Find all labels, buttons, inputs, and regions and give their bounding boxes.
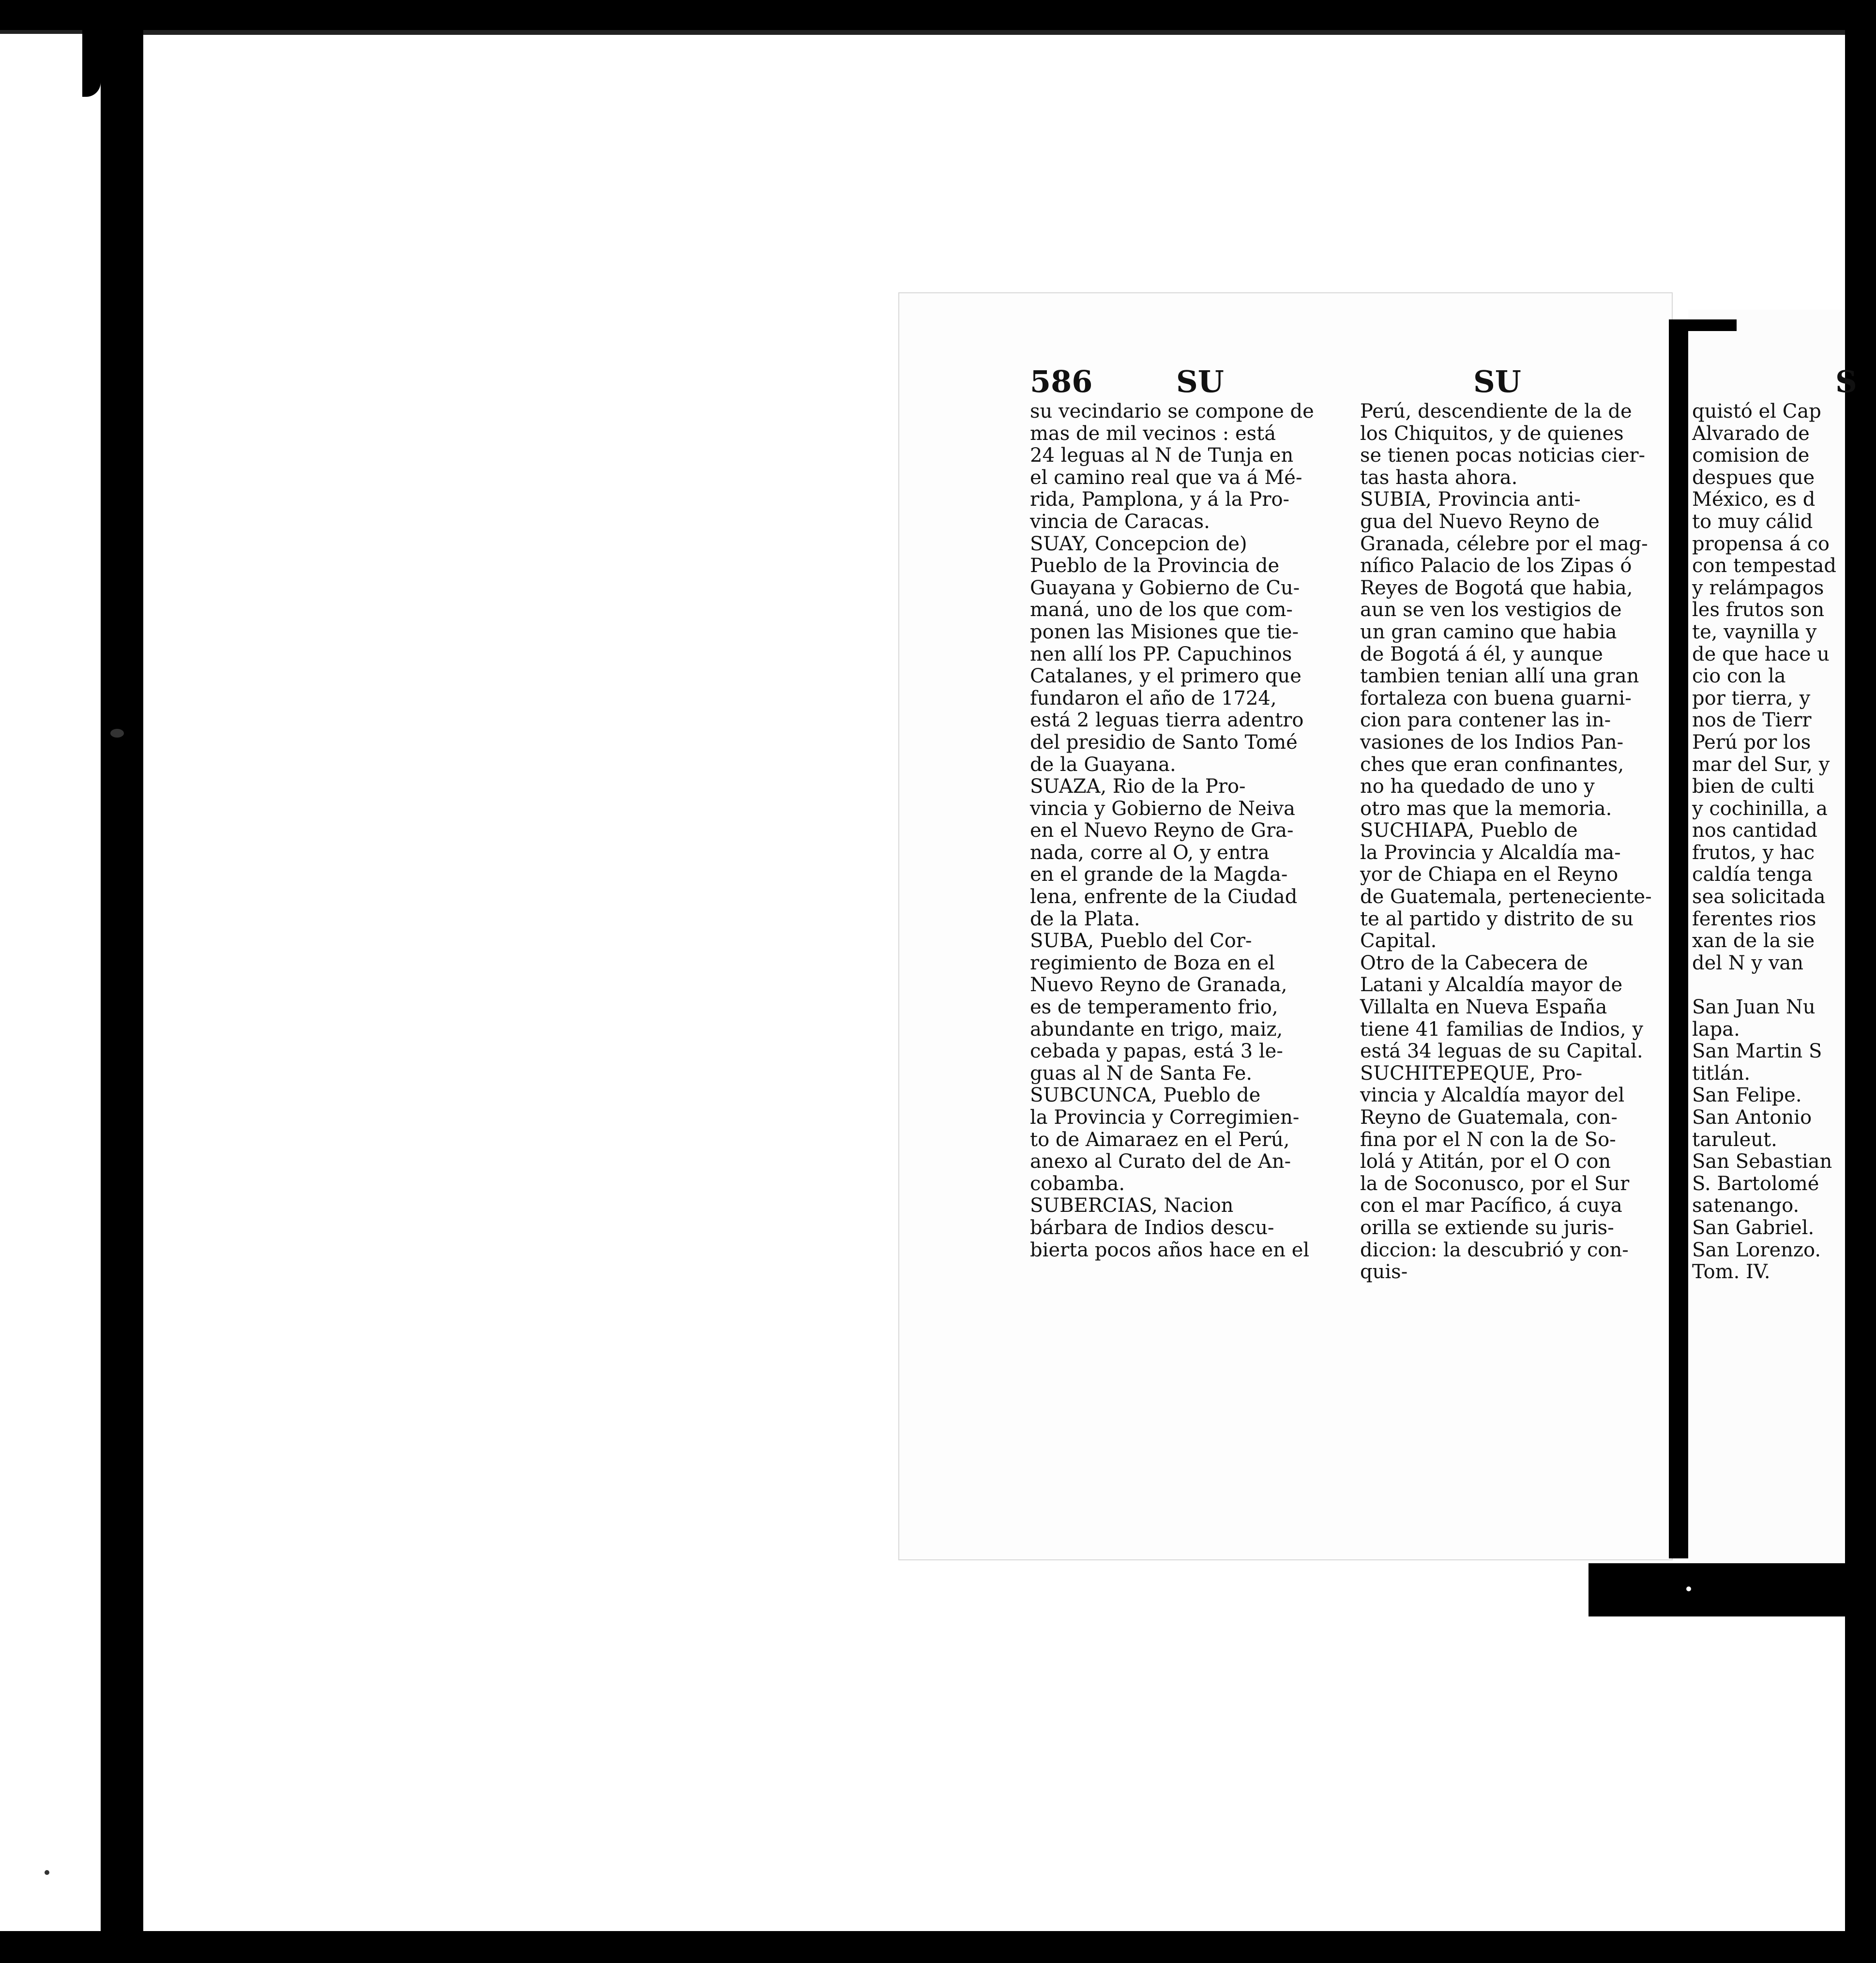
text-line: nen allí los PP. Capuchinos <box>1030 643 1292 665</box>
text-line: Alvarado de <box>1692 422 1810 445</box>
text-line: nos cantidad <box>1692 819 1818 842</box>
text-line: lapa. <box>1692 1018 1740 1041</box>
text-line: vincia y Gobierno de Neiva <box>1030 797 1295 820</box>
text-line: ponen las Misiones que tie- <box>1030 620 1299 643</box>
text-line: te, vaynilla y <box>1692 620 1817 643</box>
text-line: está 2 leguas tierra adentro <box>1030 709 1304 732</box>
text-line: guas al N de Santa Fe. <box>1030 1062 1253 1085</box>
text-line: bierta pocos años hace en el <box>1030 1238 1310 1261</box>
text-line: to de Aimaraez en el Perú, <box>1030 1128 1290 1151</box>
text-line: de la Guayana. <box>1030 753 1176 776</box>
text-line: en el grande de la Magda- <box>1030 863 1288 886</box>
text-line: Catalanes, y el primero que <box>1030 665 1301 688</box>
text-line: rida, Pamplona, y á la Pro- <box>1030 488 1290 511</box>
text-line: SUBA, Pueblo del Cor- <box>1030 930 1252 952</box>
text-line: San Lorenzo. <box>1692 1238 1821 1261</box>
text-line: la Provincia y Corregimien- <box>1030 1106 1300 1129</box>
text-line: del presidio de Santo Tomé <box>1030 731 1298 754</box>
text-line: Tom. IV. <box>1692 1261 1770 1284</box>
page-number: 586 <box>1030 364 1093 399</box>
text-line: la de Soconusco, por el Sur <box>1360 1172 1630 1195</box>
text-line: orilla se extiende su juris- <box>1360 1216 1614 1239</box>
text-line: cobamba. <box>1030 1172 1125 1195</box>
text-line: quistó el Cap <box>1692 400 1821 423</box>
text-line: aun se ven los vestigios de <box>1360 599 1622 621</box>
text-line: abundante en trigo, maiz, <box>1030 1018 1283 1041</box>
text-line: SUBERCIAS, Nacion <box>1030 1194 1234 1217</box>
text-line: un gran camino que habia <box>1360 620 1617 643</box>
text-line: mar del Sur, y <box>1692 753 1830 776</box>
text-line: vasiones de los Indios Pan- <box>1360 731 1624 754</box>
text-line: su vecindario se compone de <box>1030 400 1314 423</box>
text-line: de la Plata. <box>1030 907 1140 930</box>
text-line: los Chiquitos, y de quienes <box>1360 422 1624 445</box>
text-line: Capital. <box>1360 930 1437 952</box>
text-column-1 <box>1030 401 1354 1261</box>
text-line: de que hace u <box>1692 643 1830 665</box>
text-line: San Gabriel. <box>1692 1216 1815 1239</box>
text-line: Reyno de Guatemala, con- <box>1360 1106 1618 1129</box>
text-line: sea solicitada <box>1692 886 1826 908</box>
text-line: en el Nuevo Reyno de Gra- <box>1030 819 1294 842</box>
text-line: bien de culti <box>1692 775 1815 798</box>
text-line: el camino real que va á Mé- <box>1030 466 1302 489</box>
text-line: Perú por los <box>1692 731 1811 754</box>
text-line: tambien tenian allí una gran <box>1360 665 1639 688</box>
text-line: despues que <box>1692 466 1815 489</box>
text-line: Pueblo de la Provincia de <box>1030 555 1280 577</box>
text-line: quis- <box>1360 1261 1408 1284</box>
text-line: tiene 41 familias de Indios, y <box>1360 1018 1643 1041</box>
text-line: es de temperamento frio, <box>1030 996 1278 1019</box>
top-scan-border <box>0 0 1845 34</box>
text-line: con tempestad <box>1692 555 1836 577</box>
text-line: yor de Chiapa en el Reyno <box>1360 863 1619 886</box>
text-line: ches que eran confinantes, <box>1360 753 1624 776</box>
text-line <box>1692 974 1876 997</box>
binding-notch <box>82 29 101 97</box>
left-page-fold <box>0 34 92 1931</box>
text-line: San Juan Nu <box>1692 996 1815 1019</box>
text-line: S. Bartolomé <box>1692 1172 1819 1195</box>
text-line: satenango. <box>1692 1194 1800 1217</box>
text-line: gua del Nuevo Reyno de <box>1360 510 1600 533</box>
text-line: está 34 leguas de su Capital. <box>1360 1040 1643 1063</box>
text-line: SUCHIAPA, Pueblo de <box>1360 819 1578 842</box>
text-line: regimiento de Boza en el <box>1030 951 1275 974</box>
text-line: xan de la sie <box>1692 930 1815 952</box>
gutter-shadow <box>1589 1563 1845 1616</box>
text-line: nada, corre al O, y entra <box>1030 841 1270 864</box>
text-line: de Bogotá á él, y aunque <box>1360 643 1603 665</box>
scan-speck <box>45 1870 49 1875</box>
text-line: de Guatemala, perteneciente- <box>1360 886 1652 908</box>
text-line: Nuevo Reyno de Granada, <box>1030 974 1287 997</box>
text-line: Granada, célebre por el mag- <box>1360 532 1648 555</box>
text-line: y relámpagos <box>1692 576 1824 599</box>
text-line: maná, uno de los que com- <box>1030 599 1293 621</box>
text-line: SUAY, Concepcion de) <box>1030 532 1247 555</box>
text-line: San Antonio <box>1692 1106 1812 1129</box>
text-line: San Martin S <box>1692 1040 1822 1063</box>
text-line: la Provincia y Alcaldía ma- <box>1360 841 1621 864</box>
text-line: bárbara de Indios descu- <box>1030 1216 1274 1239</box>
text-line: nífico Palacio de los Zipas ó <box>1360 555 1632 577</box>
page-gutter-top <box>1669 319 1737 331</box>
text-line: 24 leguas al N de Tunja en <box>1030 444 1294 467</box>
text-line: propensa á co <box>1692 532 1830 555</box>
text-line: con el mar Pacífico, á cuya <box>1360 1194 1622 1217</box>
text-line: Latani y Alcaldía mayor de <box>1360 974 1623 997</box>
text-line: SUAZA, Rio de la Pro- <box>1030 775 1246 798</box>
text-line: cio con la <box>1692 665 1786 688</box>
text-line: lolá y Atitán, por el O con <box>1360 1150 1611 1173</box>
text-line: y cochinilla, a <box>1692 797 1828 820</box>
text-line: SUBIA, Provincia anti- <box>1360 488 1581 511</box>
text-line: del N y van <box>1692 951 1804 974</box>
text-line: fortaleza con buena guarni- <box>1360 687 1632 710</box>
running-head-next: S <box>1835 364 1857 399</box>
text-line: San Sebastian <box>1692 1150 1832 1173</box>
text-line: nos de Tierr <box>1692 709 1812 732</box>
text-line: comision de <box>1692 444 1810 467</box>
text-line: cion para contener las in- <box>1360 709 1611 732</box>
scan-speck <box>1686 1586 1691 1591</box>
text-line: Villalta en Nueva España <box>1360 996 1607 1019</box>
text-line: taruleut. <box>1692 1128 1777 1151</box>
text-line: frutos, y hac <box>1692 841 1815 864</box>
text-column-3 <box>1692 401 1876 1284</box>
text-line: SUCHITEPEQUE, Pro- <box>1360 1062 1583 1085</box>
text-line: por tierra, y <box>1692 687 1811 710</box>
text-line: anexo al Curato del de An- <box>1030 1150 1291 1173</box>
text-line: cebada y papas, está 3 le- <box>1030 1040 1283 1063</box>
text-line: Guayana y Gobierno de Cu- <box>1030 576 1300 599</box>
text-line: Otro de la Cabecera de <box>1360 951 1588 974</box>
text-line: titlán. <box>1692 1062 1751 1085</box>
text-line: San Felipe. <box>1692 1084 1802 1107</box>
text-line: te al partido y distrito de su <box>1360 907 1634 930</box>
running-head-right: SU <box>1473 364 1521 399</box>
text-line: to muy cálid <box>1692 510 1813 533</box>
text-line: lena, enfrente de la Ciudad <box>1030 886 1298 908</box>
page-gutter <box>1669 319 1688 1558</box>
text-line: fina por el N con la de So- <box>1360 1128 1616 1151</box>
text-line: vincia de Caracas. <box>1030 510 1210 533</box>
text-line: Reyes de Bogotá que habia, <box>1360 576 1633 599</box>
text-line: ferentes rios <box>1692 907 1816 930</box>
text-line: fundaron el año de 1724, <box>1030 687 1277 710</box>
text-line: vincia y Alcaldía mayor del <box>1360 1084 1625 1107</box>
text-line: tas hasta ahora. <box>1360 466 1518 489</box>
text-line: caldía tenga <box>1692 863 1813 886</box>
text-column-2 <box>1360 400 1652 1284</box>
text-line: México, es d <box>1692 488 1815 511</box>
text-line: mas de mil vecinos : está <box>1030 422 1276 445</box>
text-line: no ha quedado de uno y <box>1360 775 1595 798</box>
text-line: otro mas que la memoria. <box>1360 797 1612 820</box>
text-line: diccion: la descubrió y con- <box>1360 1238 1629 1261</box>
scan-speck <box>110 729 124 738</box>
running-head-left: SU <box>1176 364 1224 399</box>
text-line: les frutos son <box>1692 599 1825 621</box>
text-line: SUBCUNCA, Pueblo de <box>1030 1084 1261 1107</box>
text-line: Perú, descendiente de la de <box>1360 400 1632 423</box>
left-binding-edge <box>101 30 143 1932</box>
bottom-scan-border <box>0 1931 1845 1963</box>
text-line: se tienen pocas noticias cier- <box>1360 444 1646 467</box>
